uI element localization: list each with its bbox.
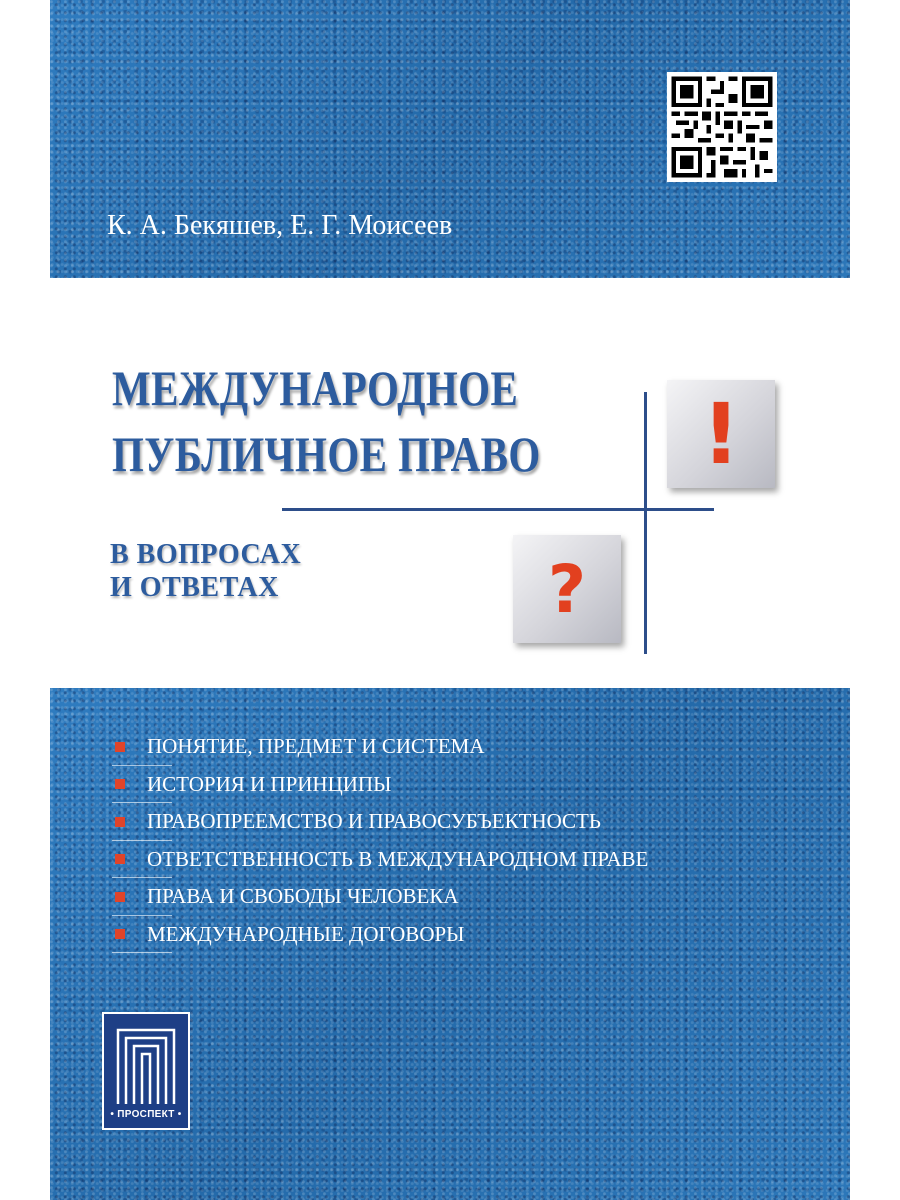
bullet-square-icon [115,742,125,752]
item-underline [112,952,172,953]
vertical-divider [644,392,647,654]
book-cover [50,0,850,1200]
title-line-1: МЕЖДУНАРОДНОЕ [112,360,519,416]
bullet-square-icon [115,854,125,864]
topic-label: ПРАВА И СВОБОДЫ ЧЕЛОВЕКА [147,884,459,909]
bullet-square-icon [115,929,125,939]
horizontal-divider [282,508,714,511]
question-card [513,535,621,643]
book-title [112,355,541,487]
topic-label: ПРАВОПРЕЕМСТВО И ПРАВОСУБЪЕКТНОСТЬ [147,809,601,834]
list-item [112,766,752,804]
exclamation-card [667,380,775,488]
title-line-2: ПУБЛИЧНОЕ ПРАВО [112,426,541,482]
publisher-logo [102,1012,190,1130]
bullet-square-icon [115,817,125,827]
list-item [112,878,752,916]
book-subtitle [110,538,301,604]
topic-label: МЕЖДУНАРОДНЫЕ ДОГОВОРЫ [147,921,465,946]
qr-code [667,72,777,182]
book-authors: К. А. Бекяшев, Е. Г. Моисеев [107,210,453,241]
exclamation-icon: ! [701,385,741,483]
topic-label: ИСТОРИЯ И ПРИНЦИПЫ [147,771,392,796]
list-item [112,916,752,954]
bullet-square-icon [115,892,125,902]
publisher-name: • ПРОСПЕКТ • [110,1109,182,1120]
list-item [112,728,752,766]
qr-code-graphic [667,72,777,182]
bullet-square-icon [115,779,125,789]
question-icon: ? [547,550,587,628]
subtitle-line-1: В ВОПРОСАХ [110,539,302,570]
topic-label: ПОНЯТИЕ, ПРЕДМЕТ И СИСТЕМА [147,734,485,759]
topic-label: ОТВЕТСТВЕННОСТЬ В МЕЖДУНАРОДНОМ ПРАВЕ [147,846,649,871]
subtitle-line-2: И ОТВЕТАХ [110,572,279,603]
list-item [112,841,752,879]
list-item [112,803,752,841]
topics-list [112,728,752,953]
